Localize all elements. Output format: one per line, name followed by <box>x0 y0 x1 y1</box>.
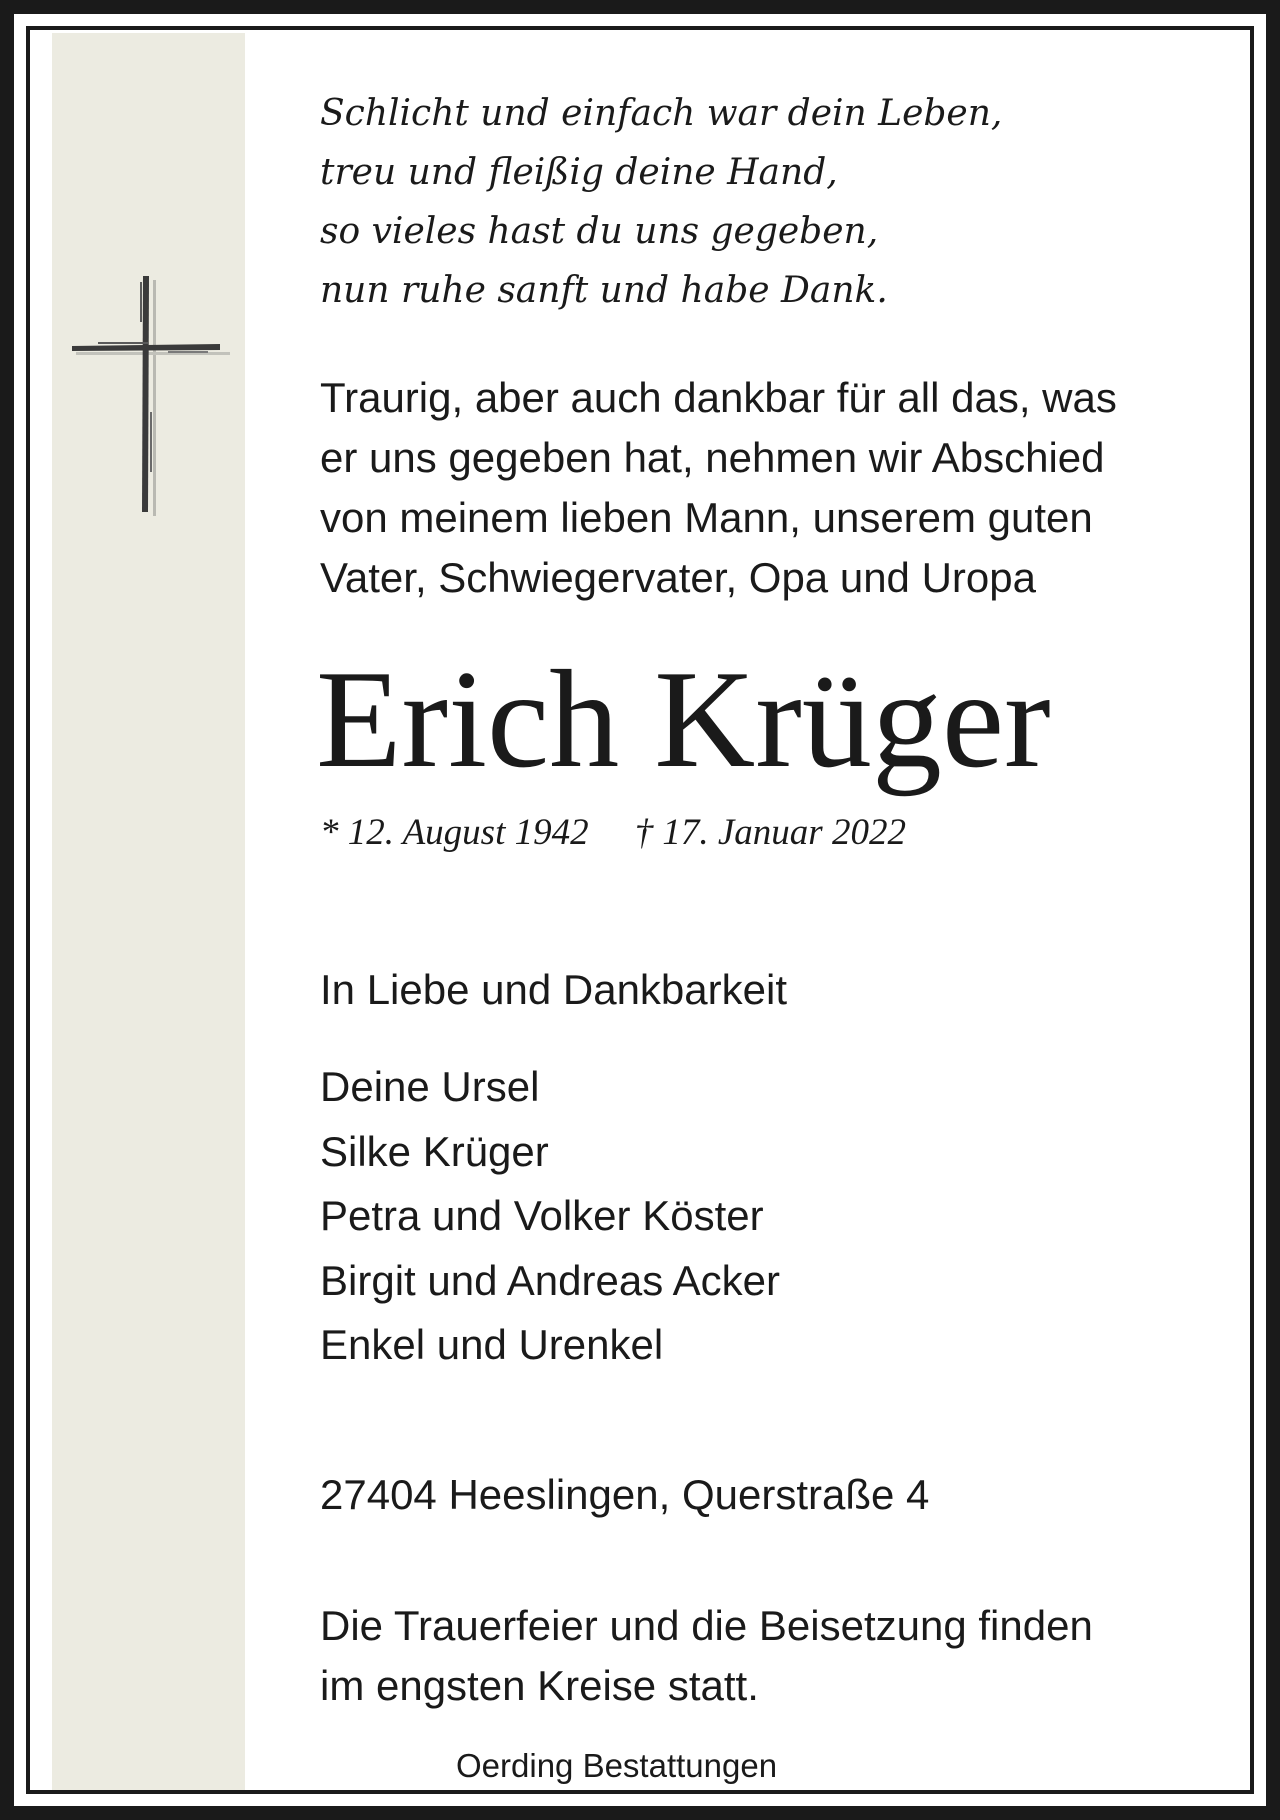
mourners-list <box>320 1055 780 1378</box>
intro-text <box>320 368 1117 608</box>
ceremony-note <box>320 1596 1093 1716</box>
poem-line: Schlicht und einfach war dein Leben, <box>320 93 1003 134</box>
birth-date: * 12. August 1942 <box>320 812 589 853</box>
mourner: Birgit und Andreas Acker <box>320 1256 780 1304</box>
ceremony-line: im engsten Kreise statt. <box>320 1662 759 1709</box>
poem-line: treu und fleißig deine Hand, <box>320 152 838 193</box>
poem-line: so vieles hast du uns gegeben, <box>320 211 879 252</box>
cross-icon <box>68 272 238 522</box>
intro-line: von meinem lieben Mann, unserem guten <box>320 494 1093 541</box>
poem <box>320 84 1002 320</box>
life-dates <box>320 808 906 858</box>
ceremony-line: Die Trauerfeier und die Beisetzung finden <box>320 1602 1093 1649</box>
poem-line: nun ruhe sanft und habe Dank. <box>320 270 888 311</box>
closing-phrase: In Liebe und Dankbarkeit <box>320 966 787 1013</box>
deceased-name: Erich Krüger <box>316 642 1051 797</box>
address: 27404 Heeslingen, Querstraße 4 <box>320 1471 930 1518</box>
intro-line: er uns gegeben hat, nehmen wir Abschied <box>320 434 1105 481</box>
funeral-home: Oerding Bestattungen <box>456 1747 778 1784</box>
mourner: Enkel und Urenkel <box>320 1321 664 1368</box>
mourner: Petra und Volker Köster <box>320 1192 764 1239</box>
mourner: Silke Krüger <box>320 1127 549 1175</box>
intro-line: Vater, Schwiegervater, Opa und Uropa <box>320 554 1036 601</box>
intro-line: Traurig, aber auch dankbar für all das, was <box>320 374 1117 421</box>
mourner: Deine Ursel <box>320 1063 540 1110</box>
death-date: † 17. Januar 2022 <box>634 812 906 853</box>
